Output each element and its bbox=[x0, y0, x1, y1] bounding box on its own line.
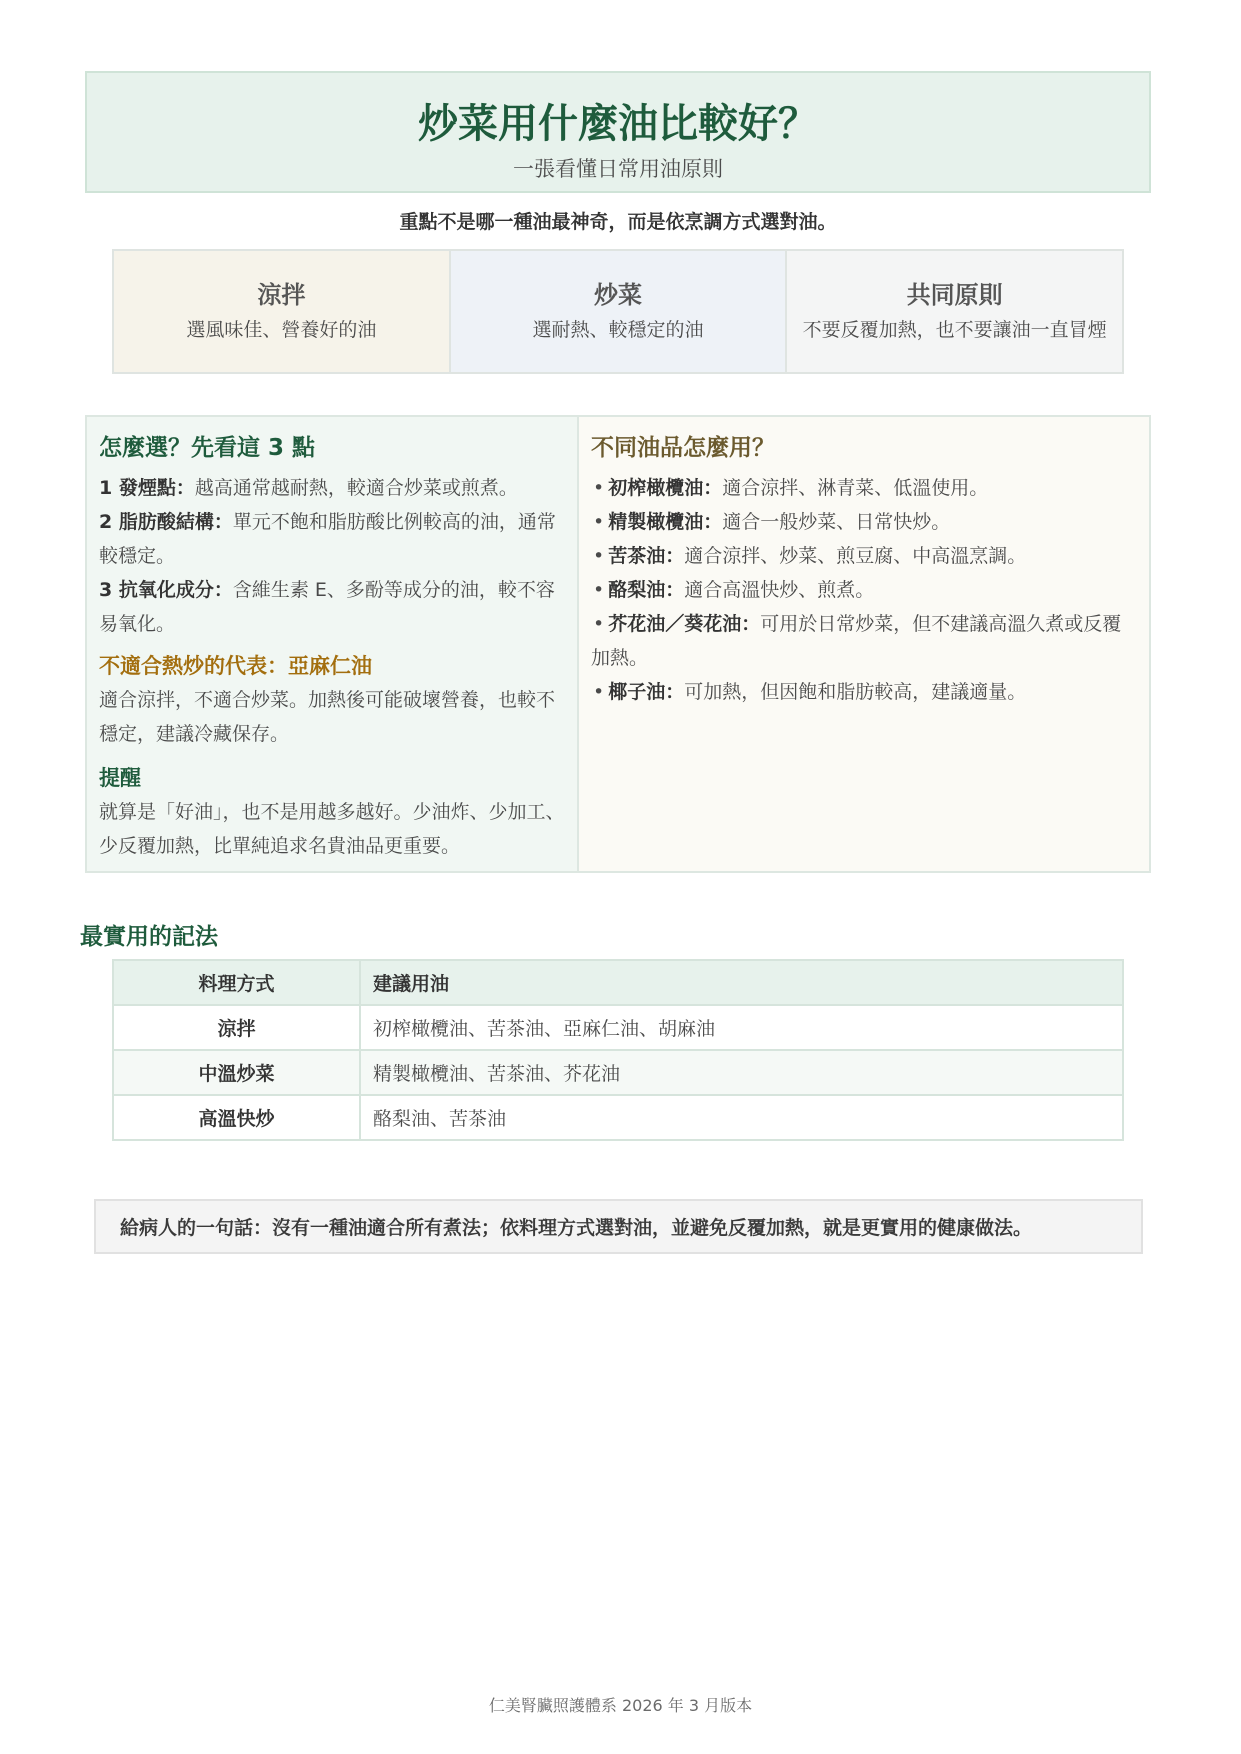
oil-recommendation-table bbox=[112, 959, 1124, 1141]
patient-note: 給病人的一句話：沒有一種油適合所有煮法；依料理方式選對油，並避免反覆加熱，就是更實用的健康做法。 bbox=[94, 1199, 1143, 1254]
reminder-heading: 提醒 bbox=[99, 766, 141, 790]
oil-item: • 精製橄欖油：適合一般炒菜、日常快炒。 bbox=[593, 511, 951, 533]
method-summary bbox=[112, 249, 1124, 374]
method-card-stir-fry bbox=[449, 251, 786, 372]
how-to-choose-heading: 怎麼選？先看這 3 點 bbox=[99, 435, 316, 461]
table-row bbox=[113, 1050, 1123, 1095]
method-desc: 不要反覆加熱，也不要讓油一直冒煙 bbox=[802, 318, 1107, 341]
table-title: 最實用的記法 bbox=[80, 924, 218, 950]
recommended-oil-cell: 初榨橄欖油、苦茶油、亞麻仁油、胡麻油 bbox=[360, 1005, 1123, 1050]
key-point: 重點不是哪一種油最神奇，而是依烹調方式選對油。 bbox=[399, 211, 837, 233]
bullet-icon: • bbox=[593, 477, 605, 499]
bullet-icon: • bbox=[593, 681, 605, 703]
unsuitable-heading: 不適合熱炒的代表：亞麻仁油 bbox=[99, 654, 372, 678]
bullet-icon: • bbox=[593, 579, 605, 601]
table-row bbox=[113, 1005, 1123, 1050]
bullet-icon: • bbox=[593, 545, 605, 567]
footer-version: 仁美腎臟照護體系 2026 年 3 月版本 bbox=[488, 1696, 753, 1715]
oil-usage-heading: 不同油品怎麼用？ bbox=[591, 435, 775, 461]
oil-item: • 椰子油：可加熱，但因飽和脂肪較高，建議適量。 bbox=[593, 681, 1027, 703]
method-card-common-principle bbox=[785, 251, 1122, 372]
method-desc: 選耐熱、較穩定的油 bbox=[532, 318, 704, 341]
criteria-item: 1 發煙點：越高通常越耐熱，較適合炒菜或煎煮。 bbox=[99, 477, 518, 499]
method-title: 炒菜 bbox=[594, 280, 642, 309]
unsuitable-text: 適合涼拌，不適合炒菜。加熱後可能破壞營養，也較不穩定，建議冷藏保存。 bbox=[99, 689, 556, 745]
oil-item: • 初榨橄欖油：適合涼拌、淋青菜、低溫使用。 bbox=[593, 477, 989, 499]
bullet-icon: • bbox=[593, 613, 605, 635]
title-banner bbox=[85, 71, 1151, 193]
criteria-item: 2 脂肪酸結構：單元不飽和脂肪酸比例較高的油，通常較穩定。 bbox=[99, 511, 556, 567]
how-to-choose-panel bbox=[87, 417, 579, 871]
method-title: 涼拌 bbox=[257, 280, 306, 309]
reminder-text: 就算是「好油」，也不是用越多越好。少油炸、少加工、少反覆加熱，比單純追求名貴油品更重要。 bbox=[99, 801, 565, 857]
cooking-method-cell: 高溫快炒 bbox=[113, 1095, 360, 1140]
info-panels bbox=[85, 415, 1151, 873]
table-row bbox=[113, 1095, 1123, 1140]
criteria-item: 3 抗氧化成分：含維生素 E、多酚等成分的油，較不容易氧化。 bbox=[99, 579, 555, 635]
table-header-row bbox=[113, 960, 1123, 1005]
bullet-icon: • bbox=[593, 511, 605, 533]
cooking-method-cell: 涼拌 bbox=[113, 1005, 360, 1050]
page-title: 炒菜用什麼油比較好？ bbox=[418, 101, 818, 147]
page-subtitle: 一張看懂日常用油原則 bbox=[513, 157, 723, 181]
oil-item: • 酪梨油：適合高溫快炒、煎煮。 bbox=[593, 579, 875, 601]
recommended-oil-cell: 精製橄欖油、苦茶油、芥花油 bbox=[360, 1050, 1123, 1095]
column-header: 料理方式 bbox=[113, 960, 360, 1005]
cooking-method-cell: 中溫炒菜 bbox=[113, 1050, 360, 1095]
method-title: 共同原則 bbox=[906, 280, 1003, 309]
recommended-oil-cell: 酪梨油、苦茶油 bbox=[360, 1095, 1123, 1140]
method-desc: 選風味佳、營養好的油 bbox=[186, 318, 377, 341]
column-header: 建議用油 bbox=[360, 960, 1123, 1005]
oil-usage-panel bbox=[579, 417, 1149, 871]
oil-item: • 芥花油／葵花油：可用於日常炒菜，但不建議高溫久煮或反覆加熱。 bbox=[591, 613, 1122, 669]
oil-item: • 苦茶油：適合涼拌、炒菜、煎豆腐、中高溫烹調。 bbox=[593, 545, 1027, 567]
method-card-cold-mix bbox=[114, 251, 449, 372]
